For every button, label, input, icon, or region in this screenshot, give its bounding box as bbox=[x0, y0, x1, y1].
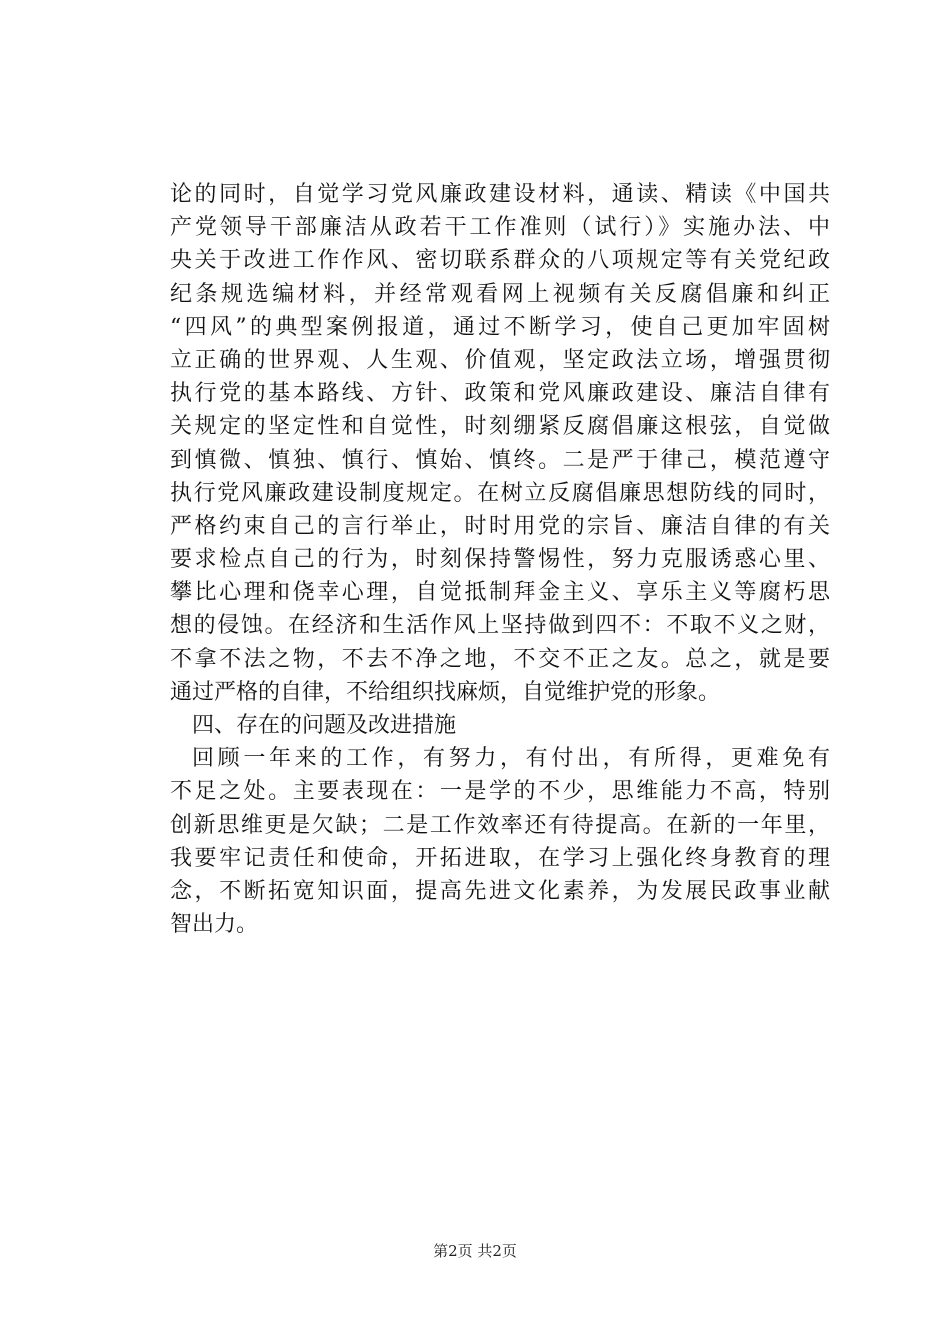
text-line: 要求检点自己的行为，时刻保持警惕性，努力克服诱惑心里、 bbox=[170, 547, 830, 573]
page-number-footer: 第2页 共2页 bbox=[433, 1242, 517, 1260]
text-line: 严格约束自己的言行举止，时时用党的宗旨、廉洁自律的有关 bbox=[170, 513, 830, 539]
text-line: 到慎微、慎独、慎行、慎始、慎终。二是严于律己，模范遵守 bbox=[170, 447, 830, 473]
text-line: 关规定的坚定性和自觉性，时刻绷紧反腐倡廉这根弦，自觉做 bbox=[170, 414, 830, 440]
text-line: 不足之处。主要表现在：一是学的不少，思维能力不高，特别 bbox=[170, 779, 830, 805]
text-line: 我要牢记责任和使命，开拓进取，在学习上强化终身教育的理 bbox=[170, 845, 830, 871]
text-line: 央关于改进工作作风、密切联系群众的八项规定等有关党纪政 bbox=[170, 248, 830, 274]
text-line: 通过严格的自律，不给组织找麻烦，自觉维护党的形象。 bbox=[170, 679, 721, 705]
text-line: 智出力。 bbox=[170, 912, 259, 938]
text-line: 论的同时，自觉学习党风廉政建设材料，通读、精读《中国共 bbox=[170, 182, 830, 207]
document-body bbox=[170, 178, 830, 941]
text-line: 攀比心理和侥幸心理，自觉抵制拜金主义、享乐主义等腐朽思 bbox=[170, 580, 830, 606]
text-line: 纪条规选编材料，并经常观看网上视频有关反腐倡廉和纠正 bbox=[170, 281, 830, 307]
text-line: 回顾一年来的工作，有努力，有付出，有所得，更难免有 bbox=[192, 746, 830, 772]
text-line: 立正确的世界观、人生观、价值观，坚定政法立场，增强贯彻 bbox=[170, 347, 830, 373]
text-line: 念，不断拓宽知识面，提高先进文化素养，为发展民政事业献 bbox=[170, 878, 830, 904]
text-line: 执行党的基本路线、方针、政策和党风廉政建设、廉洁自律有 bbox=[170, 381, 830, 407]
text-line: 想的侵蚀。在经济和生活作风上坚持做到四不：不取不义之财， bbox=[170, 613, 830, 639]
text-line: 创新思维更是欠缺；二是工作效率还有待提高。在新的一年里， bbox=[170, 812, 830, 838]
text-line: 产党领导干部廉洁从政若干工作准则（试行）》实施办法、中 bbox=[170, 215, 830, 241]
text-line: 不拿不法之物，不去不净之地，不交不正之友。总之，就是要 bbox=[170, 646, 830, 672]
section-heading: 四、存在的问题及改进措施 bbox=[192, 713, 457, 738]
text-line: “四风”的典型案例报道，通过不断学习，使自己更加牢固树 bbox=[170, 314, 830, 340]
text-line: 执行党风廉政建设制度规定。在树立反腐倡廉思想防线的同时， bbox=[170, 480, 830, 506]
